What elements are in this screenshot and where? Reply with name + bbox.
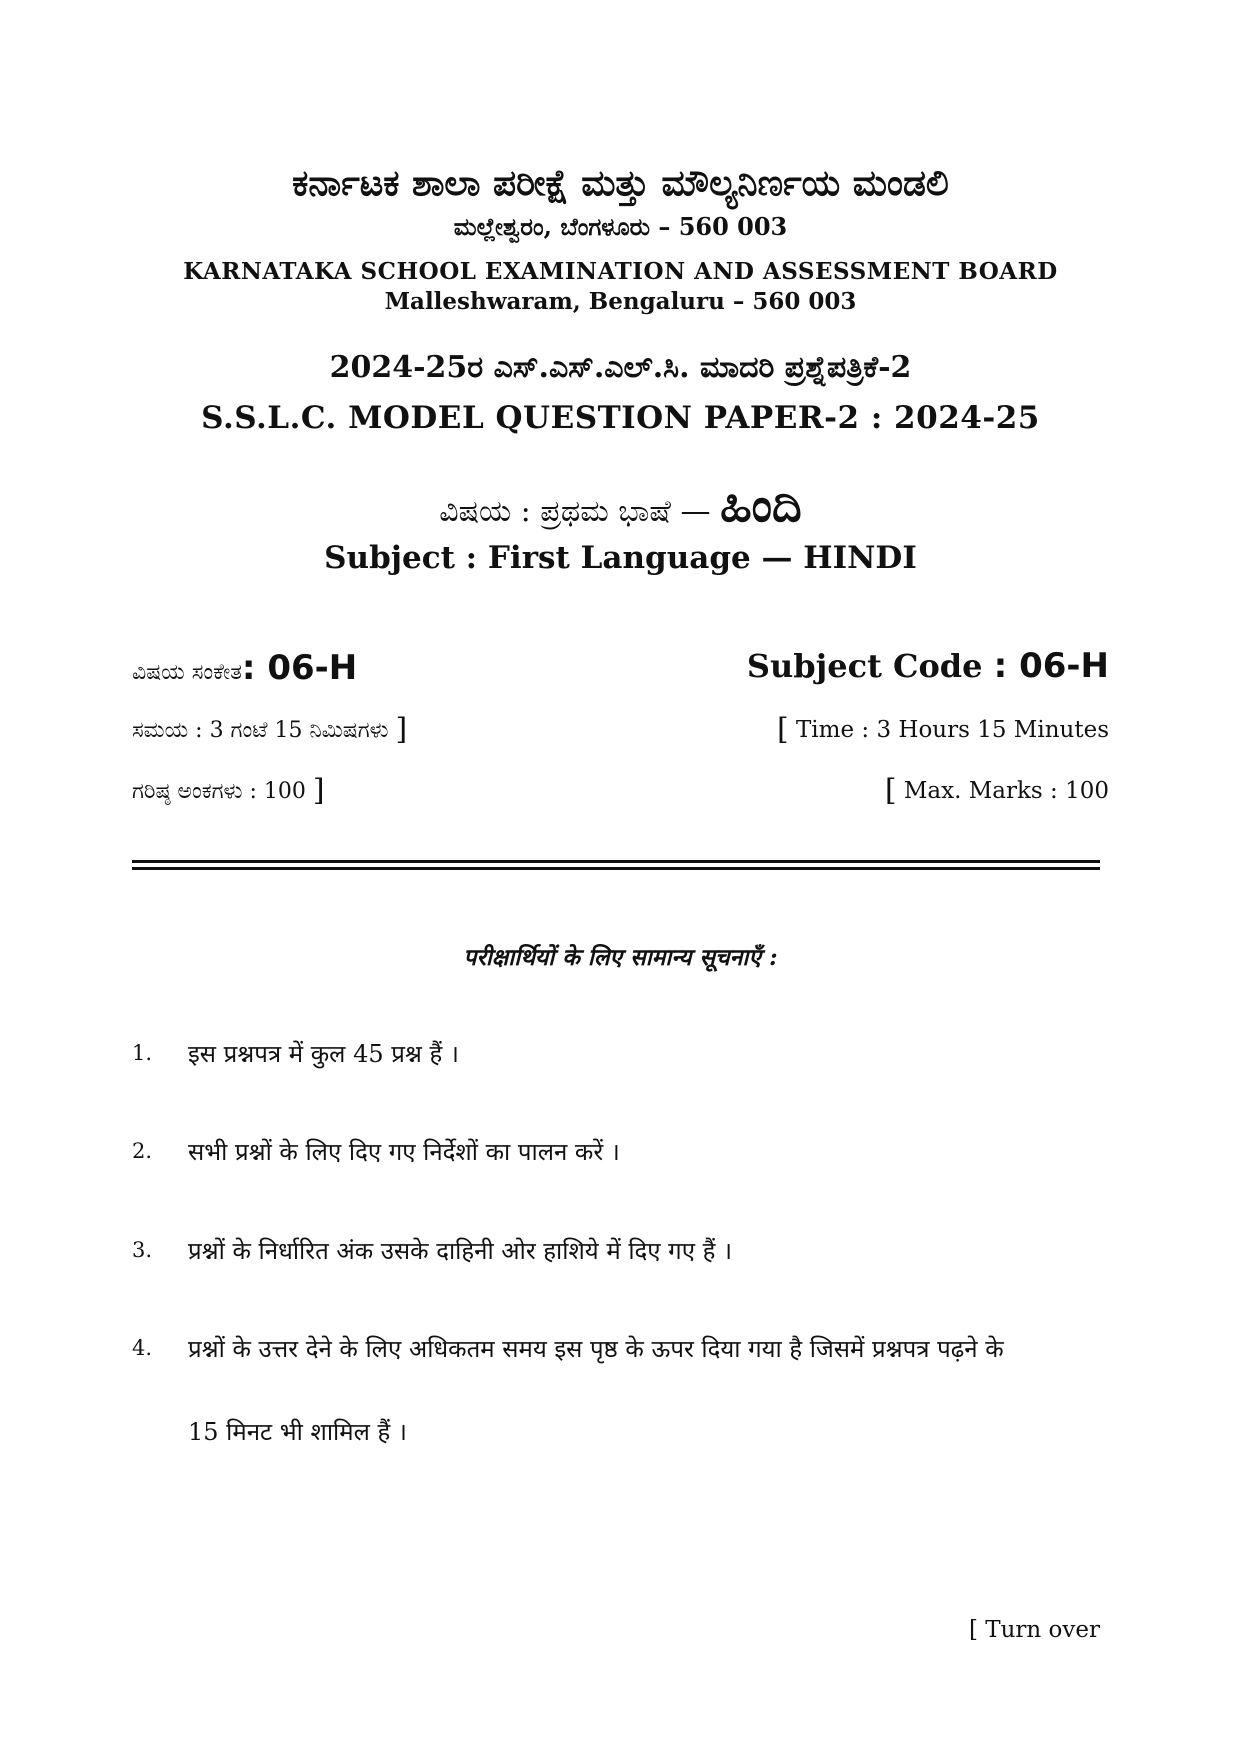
- instruction-text: सभी प्रश्नों के लिए दिए गए निर्देशों का पालन करें ।: [188, 1138, 620, 1166]
- time-english: [ Time : 3 Hours 15 Minutes: [776, 712, 1109, 747]
- instruction-number: 4.: [132, 1336, 153, 1360]
- board-name-english: KARNATAKA SCHOOL EXAMINATION AND ASSESSMENT BOARD: [183, 258, 1058, 285]
- instruction-text: प्रश्नों के उत्तर देने के लिए अधिकतम समय इस पृष्ठ के ऊपर दिया गया है जिसमें प्रश्नपत्र पढ़ने के: [188, 1335, 1004, 1363]
- subject-code-label-kannada: ವಿಷಯ ಸಂಕೇತ: [132, 660, 242, 685]
- instruction-text: प्रश्नों के निर्धारित अंक उसके दाहिनी ओर हाशिये में दिए गए हैं ।: [188, 1237, 733, 1265]
- divider-top: [132, 860, 1100, 863]
- instruction-number: 1.: [132, 1041, 153, 1065]
- paper-title-english: S.S.L.C. MODEL QUESTION PAPER-2 : 2024-25: [201, 400, 1040, 436]
- instruction-text-continued: 15 मिनट भी शामिल हैं ।: [188, 1418, 407, 1446]
- instruction-number: 3.: [132, 1238, 153, 1262]
- max-marks-kannada: ಗರಿಷ್ಠ ಅಂಕಗಳು : 100 ]: [132, 773, 325, 808]
- subject-kannada: [0, 478, 1241, 534]
- subject-code-english: [747, 646, 1109, 686]
- max-marks-english: [ Max. Marks : 100: [884, 773, 1109, 808]
- subject-kannada-name: ಹಿಂದಿ: [720, 478, 802, 532]
- paper-title-kannada: 2024-25ರ ಎಸ್.ಎಸ್.ಎಲ್.ಸಿ. ಮಾದರಿ ಪ್ರಶ್ನೆಪತ್ರಿಕೆ-2: [329, 350, 912, 385]
- subject-code-label-english: Subject Code: [746, 647, 983, 685]
- max-marks-kannada-text: ಗರಿಷ್ಠ ಅಂಕಗಳು : 100: [132, 779, 306, 804]
- time-kannada: ಸಮಯ : 3 ಗಂಟೆ 15 ನಿಮಿಷಗಳು ]: [132, 712, 408, 747]
- turn-over-note: [ Turn over: [968, 1617, 1100, 1643]
- subject-kannada-prefix: ವಿಷಯ : ಪ್ರಥಮ ಭಾಷೆ —: [439, 494, 711, 529]
- instructions-title: परीक्षार्थियों के लिए सामान्य सूचनाएँ :: [463, 944, 778, 971]
- instruction-number: 2.: [132, 1139, 153, 1163]
- time-english-text: Time : 3 Hours 15 Minutes: [795, 717, 1109, 743]
- instruction-text: इस प्रश्नपत्र में कुल 45 प्रश्न हैं ।: [188, 1040, 459, 1068]
- time-kannada-text: ಸಮಯ : 3 ಗಂಟೆ 15 ನಿಮಿಷಗಳು: [132, 718, 389, 743]
- subject-english: Subject : First Language — HINDI: [324, 540, 917, 576]
- board-address-kannada: ಮಲ್ಲೇಶ್ವರಂ, ಬೆಂಗಳೂರು – 560 003: [453, 212, 788, 241]
- subject-code-kannada: [132, 648, 357, 688]
- board-address-english: Malleshwaram, Bengaluru – 560 003: [384, 288, 857, 315]
- subject-code-value: : 06-H: [241, 648, 358, 688]
- max-marks-english-text: Max. Marks : 100: [903, 778, 1109, 804]
- divider-bottom: [132, 867, 1100, 870]
- board-name-kannada: ಕರ್ನಾಟಕ ಶಾಲಾ ಪರೀಕ್ಷೆ ಮತ್ತು ಮೌಲ್ಯನಿರ್ಣಯ ಮಂಡಲಿ: [292, 162, 949, 204]
- subject-code-value-english: : 06-H: [993, 646, 1109, 686]
